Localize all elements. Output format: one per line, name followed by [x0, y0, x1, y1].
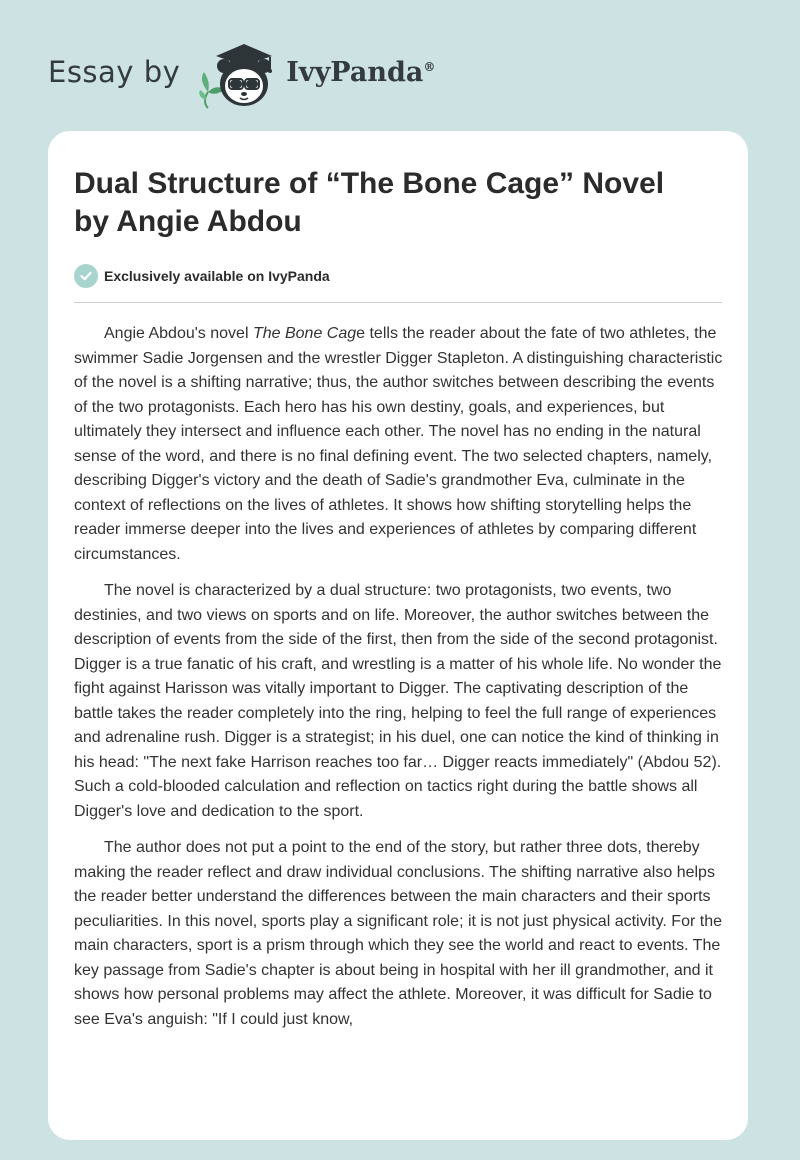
- divider: [74, 302, 722, 303]
- registered-mark: ®: [423, 59, 436, 74]
- exclusive-badge: [74, 264, 330, 288]
- paragraph-1: Angie Abdou's novel The Bone Cage tells the reader about the fate of two athletes, the swimmer Sadie Jorgensen and the wrestler Digger Stapleton. A distinguishing characteristic of the novel is a shifting narrative; thus, the author switches between describing the events of the two protagonists. Each hero has his own destiny, goals, and experiences, but ultimately they intersect and influence each other. The novel has no ending in the natural sense of the word, and there is no final defining event. The two selected chapters, namely, describing Digger's victory and the death of Sadie's grandmother Eva, culminate in the context of reflections on the lives of athletes. It shows how shifting storytelling helps the reader immerse deeper into the lives and experiences of athletes by comparing different circumstances.: [74, 325, 723, 563]
- book-title-italic: The Bone Cag: [252, 325, 357, 342]
- badge-label: Exclusively available on IvyPanda: [104, 268, 330, 284]
- brand-name[interactable]: IvyPanda®: [286, 56, 436, 88]
- paragraph-3: The author does not put a point to the end of the story, but rather three dots, thereby making the reader reflect and draw individual conclusions. The shifting narrative also helps the reader better understand the differences between the main characters and their sports peculiarities. In this novel, sports play a significant role; it is not just physical activity. For the main characters, sport is a prism through which they see the world and react to events. The key passage from Sadie's chapter is about being in hospital with her ill grandmother, and it shows how personal problems may affect the athlete. Moreover, it was difficult for Sadie to see Eva's anguish: "If I could just know,: [74, 839, 722, 1028]
- essay-by-label: Essay by: [48, 55, 181, 89]
- panda-graduate-icon: [194, 34, 280, 110]
- article-title: Dual Structure of “The Bone Cage” Novel by Angie Abdou: [74, 167, 665, 238]
- article-body: [74, 322, 726, 1044]
- site-header: [48, 34, 435, 110]
- article-card: [48, 131, 748, 1140]
- check-icon: [74, 264, 98, 288]
- paragraph-2: The novel is characterized by a dual structure: two protagonists, two events, two destinies, and two views on sports and on life. Moreover, the author switches between the description of events from the side of the first, then from the side of the second protagonist. Digger is a true fanatic of his craft, and wrestling is a matter of his whole life. No wonder the fight against Harisson was vitally important to Digger. The captivating description of the battle takes the reader completely into the ring, helping to feel the full range of experiences and adrenaline rush. Digger is a strategist; in his duel, one can notice the kind of thinking in his head: "The next fake Harrison reaches too far… Digger reacts immediately" (Abdou 52). Such a cold-blooded calculation and reflection on tactics right during the battle shows all Digger's love and dedication to the sport.: [74, 582, 722, 820]
